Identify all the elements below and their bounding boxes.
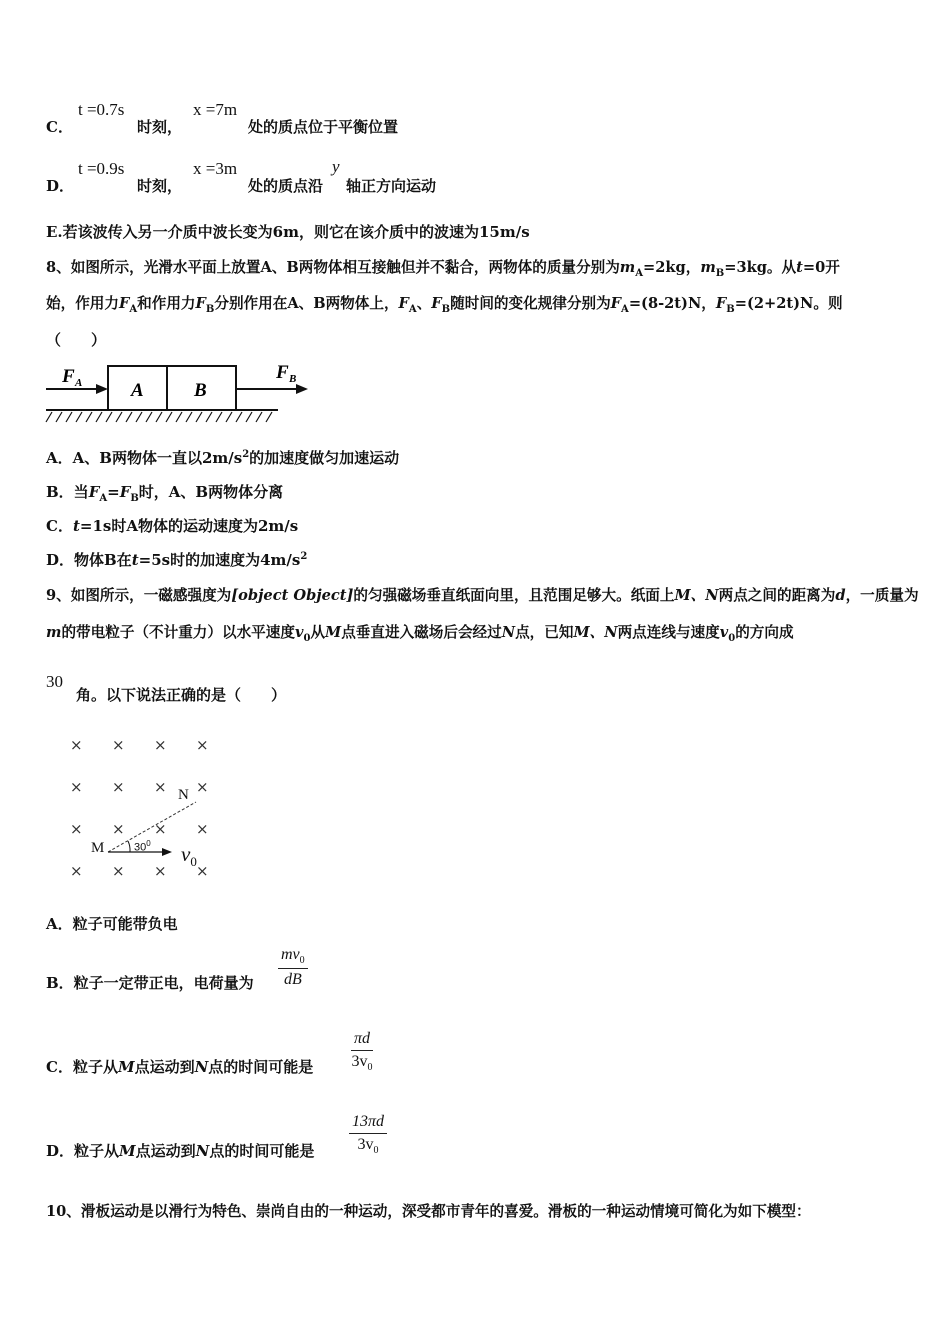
q7-c-label: C． [46, 118, 73, 136]
angle-label: $30^0$ [134, 839, 151, 854]
q7-c-mid: 时刻， [137, 118, 183, 136]
q7-d-mid: 时刻， [137, 177, 183, 195]
q10-stem: 10、滑板运动是以滑行为特色、崇尚自由的一种运动，深受都市青年的喜爱。滑板的一种运动情境可简化为如下模型： [46, 1203, 811, 1220]
field-cross: × [112, 862, 125, 880]
velocity-label: $v_0$ [181, 842, 197, 870]
field-cross: × [70, 778, 83, 796]
label-fa: F [62, 366, 75, 387]
q8-option-b: B．当$F_A=F_B$时，A、B两物体分离 [46, 483, 284, 504]
point-n-label: N [178, 787, 189, 803]
q7-c-time: t =0.7s [78, 100, 125, 119]
q9-b-fraction: $\frac{mv_0}{dB}$ [278, 946, 308, 989]
q9-option-a: A．粒子可能带负电 [46, 915, 178, 933]
field-cross: × [112, 736, 125, 754]
q9-magnetic-field-figure [60, 730, 240, 890]
q8-answer-blank: （ ） [46, 331, 107, 349]
label-fb-sub: B [289, 373, 297, 385]
q9-stem-line3: 角。以下说法正确的是（ ） [76, 686, 287, 704]
label-fa-sub: A [75, 377, 83, 389]
q9-d-fraction: $\frac{13\pi d}{3v_0}$ [349, 1113, 387, 1156]
q7-c-pos: x =7m [193, 100, 238, 119]
q9-angle-value: 30 [46, 672, 63, 691]
q9-stem-line2: m的带电粒子（不计重力）以水平速度$v_0$从M点垂直进入磁场后会经过N点，已知M、N两点连线与速度$v_0$的方向成 [46, 624, 794, 644]
field-cross: × [154, 820, 167, 838]
q8-stem-line1: 8、如图所示，光滑水平面上放置A、B两物体相互接触但并不黏合，两物体的质量分别为$m_A=2kg$，$m_B=3kg$。从t=0开 [46, 259, 840, 279]
label-a: A [131, 380, 144, 401]
q8-stem-line2: 始，作用力$F_A$和作用力$F_B$分别作用在A、B两物体上，$F_A$、$F_B$随时间的变化规律分别为$F_A=(8-2t)N$，$F_B=(2+2t)N$。则 [46, 295, 843, 315]
field-cross: × [112, 778, 125, 796]
field-cross: × [196, 736, 209, 754]
arrow-fb-icon [296, 384, 308, 394]
q7-d-label: D． [46, 177, 75, 195]
q7-d-mid2: 处的质点沿 [248, 177, 324, 195]
q7-option-e: E.若该波传入另一介质中波长变为6m，则它在该介质中的波速为15m/s [46, 223, 530, 241]
q9-c-fraction: $\frac{\pi d}{3v_0}$ [351, 1030, 373, 1074]
q7-c-tail: 处的质点位于平衡位置 [248, 118, 399, 136]
q8-blocks-figure [44, 356, 334, 426]
field-cross: × [154, 862, 167, 880]
q7-d-time: t =0.9s [78, 159, 125, 178]
q7-d-axis: y [332, 157, 340, 176]
field-cross: × [70, 820, 83, 838]
q7-d-tail: 轴正方向运动 [346, 177, 437, 195]
label-fb: F [276, 362, 289, 383]
field-cross: × [196, 778, 209, 796]
label-b: B [194, 380, 207, 401]
field-cross: × [154, 778, 167, 796]
point-m-label: M [91, 840, 105, 856]
field-cross: × [154, 736, 167, 754]
field-cross: × [196, 820, 209, 838]
q8-option-c: C．t=1s时A物体的运动速度为2m/s [46, 517, 299, 535]
field-cross: × [196, 862, 209, 880]
q7-d-pos: x =3m [193, 159, 238, 178]
velocity-arrow-icon [162, 848, 172, 856]
arrow-fa-icon [96, 384, 108, 394]
q8-option-a: A．A、B两物体一直以$2m/s^2$的加速度做匀加速运动 [46, 449, 400, 467]
field-cross: × [70, 862, 83, 880]
q8-option-d: D．物体B在t=5s时的加速度为$4m/s^2$ [46, 551, 308, 569]
field-cross: × [112, 820, 125, 838]
q9-stem-line1: 9、如图所示，一磁感强度为[object Object]的匀强磁场垂直纸面向里，且范围足够大。纸面上M、N两点之间的距离为d，一质量为 [46, 587, 919, 604]
field-cross: × [70, 736, 83, 754]
